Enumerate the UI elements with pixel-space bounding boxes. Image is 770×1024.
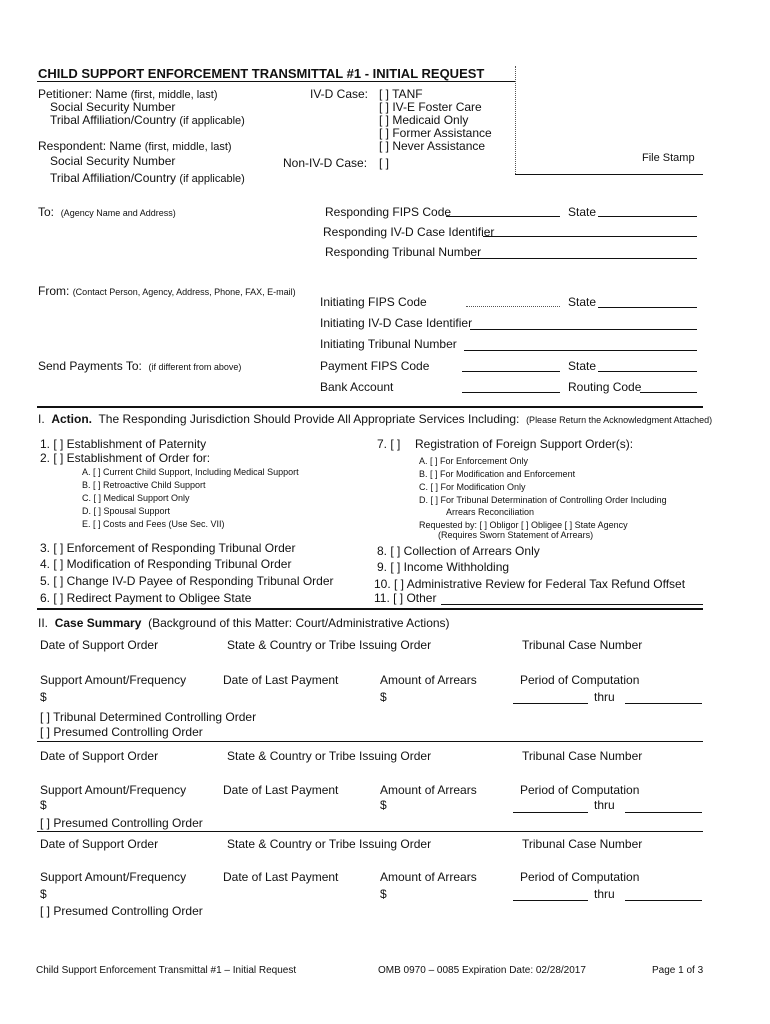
support-amount-label: Support Amount/Frequency [40,673,187,687]
petitioner-ssn-label: Social Security Number [50,100,176,114]
action-item-4[interactable]: 4. [ ] Modification of Responding Tribunal Order [40,557,292,571]
period-to-field[interactable] [625,812,702,813]
responding-tribunal-label: Responding Tribunal Number [325,245,482,259]
requested-by[interactable]: Requested by: [ ] Obligor [ ] Obligee [ ] State Agency [419,520,628,530]
send-payments-label: Send Payments To: (if different from above) [38,359,242,373]
action-item-9[interactable]: 9. [ ] Income Withholding [377,560,510,574]
action-item-2a[interactable]: A. [ ] Current Child Support, Including Medical Support [82,467,299,477]
routing-code-field[interactable] [640,392,697,393]
requires-sworn-statement: (Requires Sworn Statement of Arrears) [438,530,594,540]
amount-of-arrears-label: Amount of Arrears [380,870,477,884]
initiating-case-id-label: Initiating IV-D Case Identifier [320,316,473,330]
action-item-7-checkbox[interactable]: 7. [ ] [377,437,401,451]
action-item-7c[interactable]: C. [ ] For Modification Only [419,482,526,492]
arrears-dollar: $ [380,690,387,704]
payment-state-label: State [568,359,597,373]
respondent-name-label: Respondent: Name (first, middle, last) [38,139,232,153]
action-item-2d[interactable]: D. [ ] Spousal Support [82,506,171,516]
period-to-field[interactable] [625,900,702,901]
ivd-option-medicaid[interactable]: [ ] Medicaid Only [379,113,469,127]
to-label: To: (Agency Name and Address) [38,205,176,219]
date-of-last-payment-label: Date of Last Payment [223,870,339,884]
action-item-2c[interactable]: C. [ ] Medical Support Only [82,493,190,503]
action-item-2[interactable]: 2. [ ] Establishment of Order for: [40,451,211,465]
responding-tribunal-field[interactable] [470,258,697,259]
date-of-last-payment-label: Date of Last Payment [223,783,339,797]
action-item-7d[interactable]: D. [ ] For Tribunal Determination of Controlling Order Including [419,495,667,505]
period-from-field[interactable] [513,812,588,813]
initiating-tribunal-label: Initiating Tribunal Number [320,337,457,351]
responding-case-id-label: Responding IV-D Case Identifier [323,225,495,239]
payment-fips-label: Payment FIPS Code [320,359,430,373]
footer-page-number: Page 1 of 3 [652,965,704,976]
bank-account-label: Bank Account [320,380,394,394]
respondent-tribal-label: Tribal Affiliation/Country (if applicable) [50,171,245,185]
tribunal-case-number-label: Tribunal Case Number [522,638,643,652]
action-item-2b[interactable]: B. [ ] Retroactive Child Support [82,480,206,490]
state-issuing-order-label: State & Country or Tribe Issuing Order [227,638,432,652]
amount-of-arrears-label: Amount of Arrears [380,783,477,797]
tribunal-controlling-order-checkbox[interactable]: [ ] Tribunal Determined Controlling Order [40,710,257,724]
presumed-controlling-order-checkbox[interactable]: [ ] Presumed Controlling Order [40,816,203,830]
responding-state-label: State [568,205,597,219]
initiating-state-label: State [568,295,597,309]
initiating-case-id-field[interactable] [470,329,697,330]
action-item-8[interactable]: 8. [ ] Collection of Arrears Only [377,544,540,558]
responding-case-id-field[interactable] [483,236,697,237]
initiating-tribunal-field[interactable] [464,350,697,351]
initiating-fips-field[interactable] [466,306,560,307]
support-amount-dollar: $ [40,798,47,812]
support-amount-dollar: $ [40,887,47,901]
from-label: From: (Contact Person, Agency, Address, Phone, FAX, E-mail) [38,284,296,298]
ivd-case-label: IV-D Case: [310,87,369,101]
respondent-ssn-label: Social Security Number [50,154,176,168]
action-heading: I. Action. The Responding Jurisdiction Should Provide All Appropriate Services Including: (Please Return the Acknowledgment Attached) [38,412,713,426]
action-item-7d-cont: Arrears Reconciliation [446,507,535,517]
action-item-2e[interactable]: E. [ ] Costs and Fees (Use Sec. VII) [82,519,225,529]
routing-code-label: Routing Code [568,380,642,394]
initiating-fips-label: Initiating FIPS Code [320,295,427,309]
date-of-support-order-label: Date of Support Order [40,638,159,652]
responding-state-field[interactable] [598,216,697,217]
period-of-computation-label: Period of Computation [520,783,640,797]
thru-label: thru [594,798,615,812]
period-from-field[interactable] [513,900,588,901]
footer-omb: OMB 0970 – 0085 Expiration Date: 02/28/2017 [378,965,586,976]
footer-form-title: Child Support Enforcement Transmittal #1 – Initial Request [36,965,297,976]
amount-of-arrears-label: Amount of Arrears [380,673,477,687]
support-amount-label: Support Amount/Frequency [40,870,187,884]
ivd-option-tanf[interactable]: [ ] TANF [379,87,423,101]
responding-fips-field[interactable] [446,216,560,217]
support-amount-label: Support Amount/Frequency [40,783,187,797]
presumed-controlling-order-checkbox[interactable]: [ ] Presumed Controlling Order [40,904,203,918]
date-of-last-payment-label: Date of Last Payment [223,673,339,687]
action-item-7b[interactable]: B. [ ] For Modification and Enforcement [419,469,576,479]
period-from-field[interactable] [513,703,588,704]
responding-fips-label: Responding FIPS Code [325,205,452,219]
payment-state-field[interactable] [598,371,697,372]
date-of-support-order-label: Date of Support Order [40,749,159,763]
non-ivd-case-checkbox[interactable]: [ ] [379,156,390,170]
petitioner-tribal-label: Tribal Affiliation/Country (if applicable) [50,113,245,127]
ivd-option-former-assistance[interactable]: [ ] Former Assistance [379,126,492,140]
action-item-1[interactable]: 1. [ ] Establishment of Paternity [40,437,207,451]
date-of-support-order-label: Date of Support Order [40,837,159,851]
period-of-computation-label: Period of Computation [520,870,640,884]
initiating-state-field[interactable] [598,307,697,308]
page-title: CHILD SUPPORT ENFORCEMENT TRANSMITTAL #1 - INITIAL REQUEST [38,66,485,81]
presumed-controlling-order-checkbox[interactable]: [ ] Presumed Controlling Order [40,725,203,739]
action-item-11[interactable]: 11. [ ] Other [374,591,437,605]
arrears-dollar: $ [380,887,387,901]
case-summary-heading: II. Case Summary (Background of this Matter: Court/Administrative Actions) [38,616,450,630]
tribunal-case-number-label: Tribunal Case Number [522,749,643,763]
state-issuing-order-label: State & Country or Tribe Issuing Order [227,837,432,851]
arrears-dollar: $ [380,798,387,812]
non-ivd-case-label: Non-IV-D Case: [283,156,368,170]
thru-label: thru [594,887,615,901]
action-item-10[interactable]: 10. [ ] Administrative Review for Federal Tax Refund Offset [374,577,686,591]
other-field[interactable] [441,604,703,605]
period-of-computation-label: Period of Computation [520,673,640,687]
ivd-option-never-assistance[interactable]: [ ] Never Assistance [379,139,486,153]
file-stamp-label: File Stamp [642,152,695,164]
petitioner-name-label: Petitioner: Name (first, middle, last) [38,87,218,101]
action-item-7a[interactable]: A. [ ] For Enforcement Only [419,456,529,466]
ivd-option-foster-care[interactable]: [ ] IV-E Foster Care [379,100,482,114]
action-item-3[interactable]: 3. [ ] Enforcement of Responding Tribunal Order [40,541,296,555]
tribunal-case-number-label: Tribunal Case Number [522,837,643,851]
period-to-field[interactable] [625,703,702,704]
bank-account-field[interactable] [462,392,560,393]
thru-label: thru [594,690,615,704]
action-item-7-label: Registration of Foreign Support Order(s): [415,437,634,451]
payment-fips-field[interactable] [462,371,560,372]
action-item-6[interactable]: 6. [ ] Redirect Payment to Obligee State [40,591,252,605]
support-amount-dollar: $ [40,690,47,704]
state-issuing-order-label: State & Country or Tribe Issuing Order [227,749,432,763]
action-item-5[interactable]: 5. [ ] Change IV-D Payee of Responding Tribunal Order [40,574,334,588]
